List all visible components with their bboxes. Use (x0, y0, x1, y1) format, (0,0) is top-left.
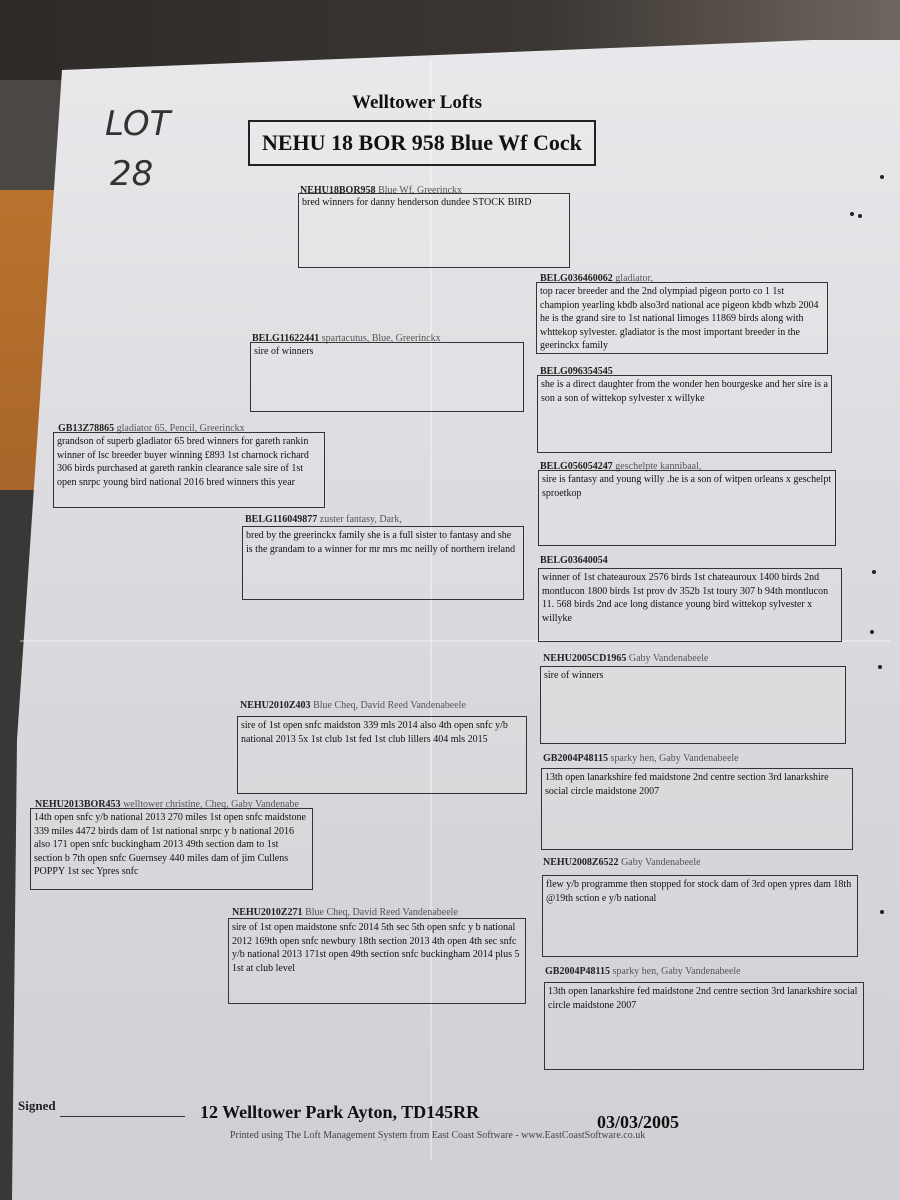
handwritten-lot-number: 28 (110, 154, 154, 194)
bird-notes-box: she is a direct daughter from the wonder hen bourgeske and her sire is a son a son of wittekop sylvester x willyke (537, 375, 832, 453)
print-date: 03/03/2005 (597, 1112, 680, 1132)
bird-ring-label: BELG03640054 (540, 555, 608, 566)
bird-ring-label: GB2004P48115 sparky hen, Gaby Vandenabeele (543, 753, 739, 764)
paper-mark (870, 630, 874, 634)
bird-notes-box: 13th open lanarkshire fed maidstone 2nd centre section 3rd lanarkshire social circle maidstone 2007 (544, 982, 864, 1070)
bird-notes-box: sire of 1st open maidstone snfc 2014 5th sec 5th open snfc y b national 2012 169th open snfc newbury 18th section 2013 4th open 4th sec snfc y/b national 2013 171st open 49th section snfc buckingham 2014 plus 5 1st at club level (228, 918, 526, 1004)
bird-notes-box: 14th open snfc y/b national 2013 270 miles 1st open snfc maidstone 339 miles 4472 birds dam of 1st national snrpc y b national 2016 also 171 open snfc buckingham 2013 49th section dam to 1st section b 7th open snfc Guernsey 440 miles dam of jim Cullens POPPY 1st sec Ypres snfc (30, 808, 313, 890)
bird-notes-box: sire is fantasy and young willy .he is a son of witpen orleans x geschelpt sproetkop (538, 470, 836, 546)
bird-ring-label: BELG056054247 geschelpte kannibaal, (540, 461, 702, 472)
bird-ring-label: NEHU2005CD1965 Gaby Vandenabeele (543, 653, 709, 664)
bird-ring-label: GB2004P48115 sparky hen, Gaby Vandenabeele (545, 966, 741, 977)
bird-notes-box: top racer breeder and the 2nd olympiad pigeon porto co 1 1st champion yearling kbdb also3rd national ace pigeon kbdb whzb 2004 he is the grand sire to 1st national limoges 11869 birds along with whttekop sylvester. gladiator is the most important breeder in the geerinckx family (536, 282, 828, 354)
bird-notes-box: sire of winners (250, 342, 524, 412)
bird-notes-box: winner of 1st chateauroux 2576 birds 1st chateauroux 1400 birds 2nd montlucon 1800 birds 1st prov dv 352b 1st toury 307 b 94th montlucon 11. 568 birds 2nd ace long distance young bird wittekop sylvester x willyke (538, 568, 842, 642)
bird-ring-label: NEHU18BOR958 Blue Wf, Greerinckx (300, 185, 463, 196)
loft-address: 12 Welltower Park Ayton, TD145RR (200, 1102, 480, 1122)
bird-notes-box: bred by the greerinckx family she is a full sister to fantasy and she is the grandam to a winner for mr mrs mc neilly of northern ireland (242, 526, 524, 600)
bird-ring-label: BELG036460062 gladiator, (540, 273, 653, 284)
bird-notes-box: sire of winners (540, 666, 846, 744)
paper-mark (878, 665, 882, 669)
bird-ring-label: NEHU2010Z403 Blue Cheq, David Reed Vandenabeele (240, 700, 466, 711)
bird-notes-box: 13th open lanarkshire fed maidstone 2nd centre section 3rd lanarkshire social circle maidstone 2007 (541, 768, 853, 850)
bird-ring-label: GB13Z78865 gladiator 65, Pencil, Greerinckx (58, 423, 245, 434)
bird-notes-box: grandson of superb gladiator 65 bred winners for gareth rankin winner of lsc breeder buyer winning £893 1st charnock richard 306 birds purchased at gareth rankin clearance sale sire of 1st open snrpc young bird national 2016 bred winners this year (53, 432, 325, 508)
bird-notes-box: sire of 1st open snfc maidston 339 mls 2014 also 4th open snfc y/b national 2013 5x 1st club 1st fed 1st club lillers 404 mls 2015 (237, 716, 527, 794)
paper-mark (872, 570, 876, 574)
bird-notes-box: bred winners for danny henderson dundee STOCK BIRD (298, 193, 570, 268)
handwritten-lot-label: LOT (105, 104, 171, 144)
printed-by-text: Printed using The Loft Management System from East Coast Software - www.EastCoastSoftware.co.uk (230, 1130, 646, 1141)
paper-mark (850, 212, 854, 216)
loft-name: Welltower Lofts (352, 92, 482, 113)
bird-ring-label: NEHU2010Z271 Blue Cheq, David Reed Vandenabeele (232, 907, 458, 918)
bird-ring-label: BELG116049877 zuster fantasy, Dark, (245, 514, 402, 525)
signature-line (60, 1116, 185, 1117)
bird-ring-label: NEHU2013BOR453 welltower christine, Cheq, Gaby Vandenabe (35, 799, 299, 810)
main-bird-title: NEHU 18 BOR 958 Blue Wf Cock (248, 120, 596, 166)
bird-ring-label: BELG096354545 (540, 366, 613, 377)
bird-notes-box: flew y/b programme then stopped for stock dam of 3rd open ypres dam 18th @19th sction e y/b national (542, 875, 858, 957)
signed-label: Signed (18, 1098, 56, 1113)
paper-mark (880, 175, 884, 179)
paper-mark (880, 910, 884, 914)
bird-ring-label: NEHU2008Z6522 Gaby Vandenabeele (543, 857, 701, 868)
paper-mark (858, 214, 862, 218)
bird-ring-label: BELG11622441 spartacutus, Blue, Greerinckx (252, 333, 441, 344)
